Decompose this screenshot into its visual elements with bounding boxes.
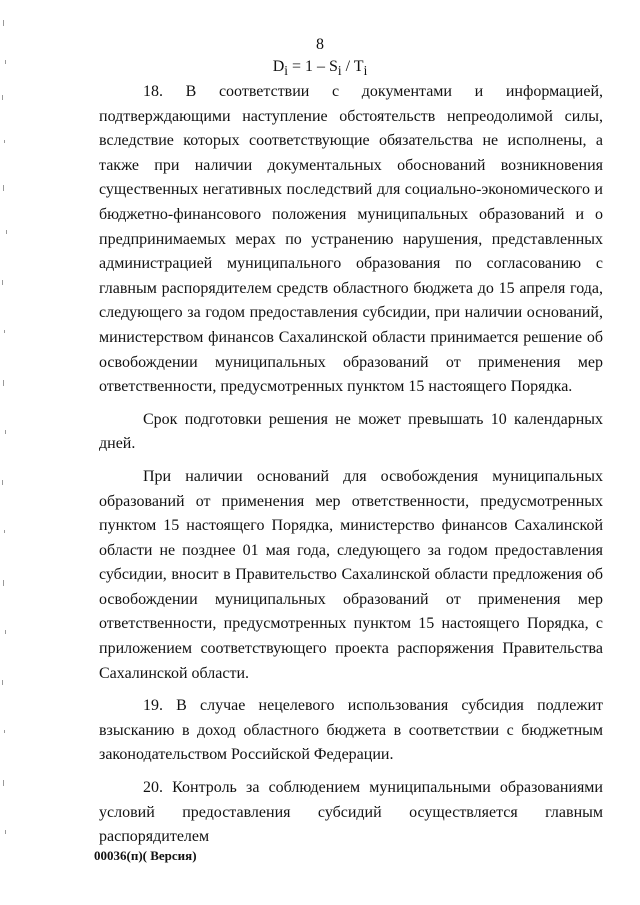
formula-right-subscript: i <box>363 63 368 79</box>
formula-middle: = 1 – S <box>288 58 338 75</box>
formula-right: / T <box>341 58 364 75</box>
paragraph-deadline: Срок подготовки решения не может превышать 10 календарных дней. <box>99 410 603 453</box>
formula-left: D <box>272 58 285 75</box>
formula-middle-subscript: i <box>337 63 342 79</box>
paragraph-18: 18. В соответствии с документами и информацией, подтверждающими наступление обстоятельств непреодолимой силы, вследствие которых соответствующие обязательства не исполнены, а также при наличии документальных обоснований возникновения существенных негативных последствий для социально-экономического и бюджетно-финансового положения муниципальных образований и о предпринимаемых мерах по устранению нарушения, представленных администрацией муниципального образования по согласованию с главным распорядителем средств областного бюджета до 15 апреля года, следующего за годом предоставления субсидии, при наличии оснований, министерством финансов Сахалинской области принимается решение об освобождении муниципальных образований от применения мер ответственности, предусмотренных пунктом 15 настоящего Порядка. <box>99 83 603 396</box>
document-footer-code: 00036(п)( Версия) <box>94 848 197 863</box>
paragraph-20: 20. Контроль за соблюдением муниципальными образованиями условий предоставления субсидий осуществляется главным распорядителем <box>99 779 603 846</box>
formula-left-subscript: i <box>284 63 288 79</box>
formula <box>0 58 640 79</box>
document-body <box>99 80 603 850</box>
scan-edge-marks <box>0 0 14 905</box>
paragraph-release-grounds: При наличии оснований для освобождения муниципальных образований от применения мер ответственности, предусмотренных пунктом 15 настоящего Порядка, министерство финансов Сахалинской области не позднее 01 мая года, следующего за годом предоставления субсидии, вносит в Правительство Сахалинской области предложения об освобождении муниципальных образований от применения мер ответственности, предусмотренных пунктом 15 настоящего Порядка, с приложением соответствующего проекта распоряжения Правительства Сахалинской области. <box>99 467 603 682</box>
page-number: 8 <box>316 36 324 53</box>
paragraph-19: 19. В случае нецелевого использования субсидия подлежит взысканию в доход областного бюджета в соответствии с бюджетным законодательством Российской Федерации. <box>99 697 603 764</box>
